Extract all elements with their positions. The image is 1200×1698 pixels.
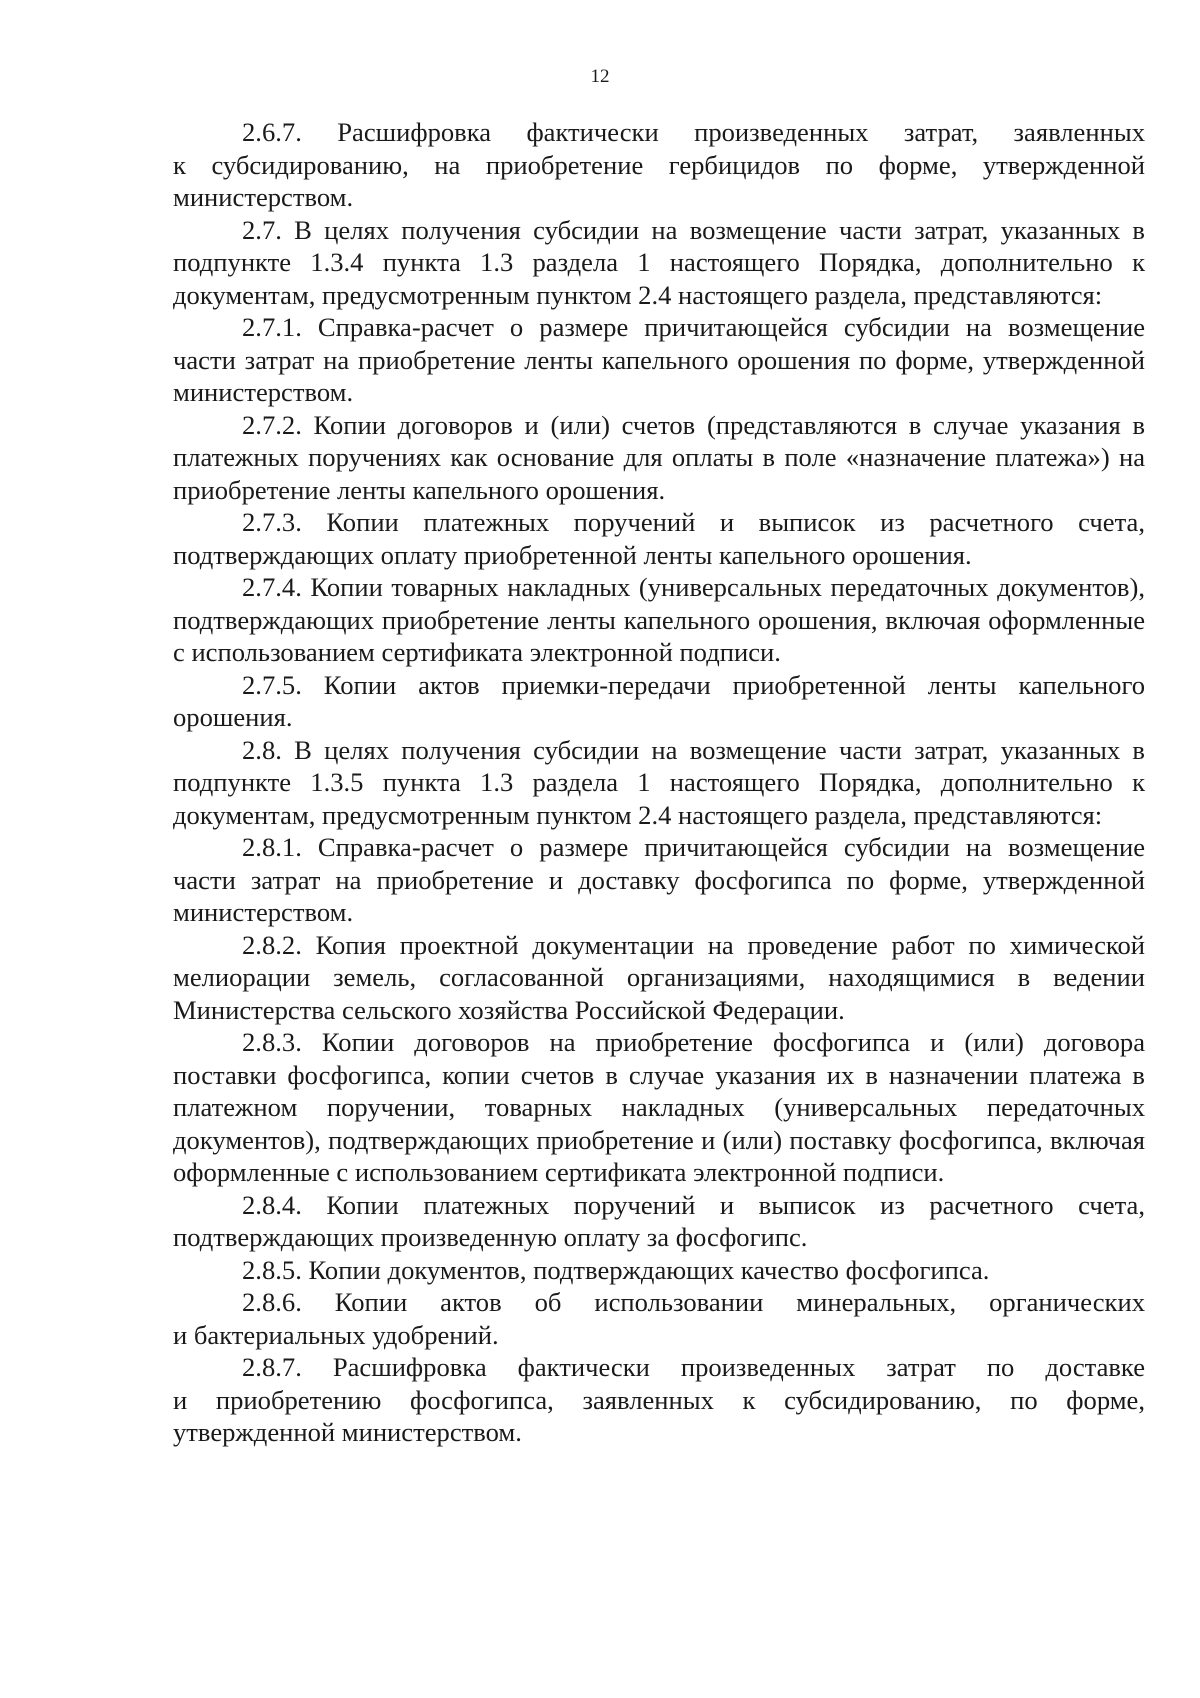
page-number: 12 (590, 66, 610, 87)
paragraph-2-7-2: 2.7.2. Копии договоров и (или) счетов (представляются в случае указания в платежных поручениях как основание для оплаты в поле «назначение платежа») на приобретение ленты капельного орошения. (173, 409, 1145, 505)
paragraph-2-7: 2.7. В целях получения субсидии на возмещение части затрат, указанных в подпункте 1.3.4 пункта 1.3 раздела 1 настоящего Порядка, дополнительно к документам, предусмотренным пунктом 2.4 настоящего раздела, представляются: (173, 214, 1145, 310)
paragraph-2-6-7: 2.6.7. Расшифровка фактически произведенных затрат, заявленных к субсидированию, на приобретение гербицидов по форме, утвержденной министерством. (173, 117, 1145, 212)
paragraph-2-8-7: 2.8.7. Расшифровка фактически произведенных затрат по доставке и приобретению фосфогипса, заявленных к субсидированию, по форме, утвержденной министерством. (173, 1352, 1145, 1447)
paragraph-2-7-5: 2.7.5. Копии актов приемки-передачи приобретенной ленты капельного орошения. (173, 669, 1145, 732)
paragraph-2-7-4: 2.7.4. Копии товарных накладных (универсальных передаточных документов), подтверждающих приобретение ленты капельного орошения, включая оформленные с использованием сертификата электронной подписи. (173, 572, 1145, 667)
paragraph-2-8-6: 2.8.6. Копии актов об использовании минеральных, органических и бактериальных удобрений. (173, 1287, 1145, 1350)
paragraph-2-8-5: 2.8.5. Копии документов, подтверждающих качество фосфогипса. (242, 1254, 990, 1285)
paragraph-2-7-3: 2.7.3. Копии платежных поручений и выписок из расчетного счета, подтверждающих оплату приобретенной ленты капельного орошения. (173, 507, 1145, 570)
paragraph-2-7-1: 2.7.1. Справка-расчет о размере причитающейся субсидии на возмещение части затрат на приобретение ленты капельного орошения по форме, утвержденной министерством. (173, 312, 1145, 407)
paragraph-2-8-2: 2.8.2. Копия проектной документации на проведение работ по химической мелиорации земель, согласованной организациями, находящимися в ведении Министерства сельского хозяйства Российской Федерации. (173, 929, 1145, 1025)
paragraph-2-8-4: 2.8.4. Копии платежных поручений и выписок из расчетного счета, подтверждающих произведенную оплату за фосфогипс. (173, 1189, 1145, 1252)
document-body (173, 116, 1145, 1449)
paragraph-2-8-3: 2.8.3. Копии договоров на приобретение фосфогипса и (или) договора поставки фосфогипса, копии счетов в случае указания их в назначении платежа в платежном поручении, товарных накладных (универсальных передаточных документов), подтверждающих приобретение и (или) поставку фосфогипса, включая оформленные с использованием сертификата электронной подписи. (173, 1027, 1145, 1187)
paragraph-2-8-1: 2.8.1. Справка-расчет о размере причитающейся субсидии на возмещение части затрат на приобретение и доставку фосфогипса по форме, утвержденной министерством. (173, 832, 1145, 927)
paragraph-2-8: 2.8. В целях получения субсидии на возмещение части затрат, указанных в подпункте 1.3.5 пункта 1.3 раздела 1 настоящего Порядка, дополнительно к документам, предусмотренным пунктом 2.4 настоящего раздела, представляются: (173, 734, 1145, 830)
